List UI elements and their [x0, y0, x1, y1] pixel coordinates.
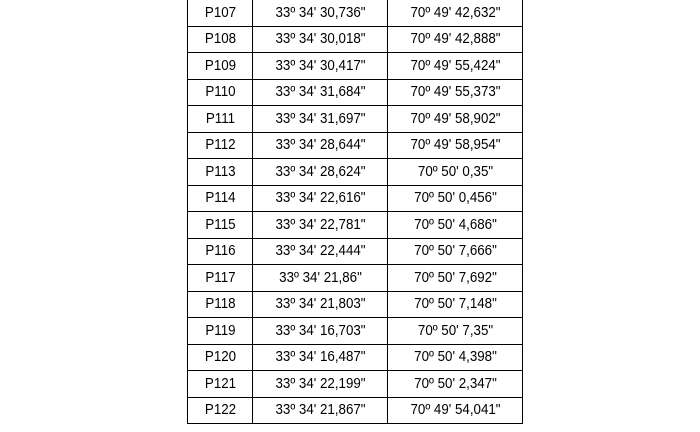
longitude-cell: 70º 50' 2,347" — [393, 371, 517, 398]
table-row — [188, 106, 523, 133]
table-row — [188, 212, 523, 239]
longitude-cell: 70º 50' 7,35" — [393, 318, 517, 345]
table-row — [188, 371, 523, 398]
point-id-cell: P108 — [190, 26, 250, 53]
point-id-cell: P109 — [190, 53, 250, 80]
point-id-cell: P121 — [190, 371, 250, 398]
point-id-cell: P118 — [190, 291, 250, 318]
latitude-cell: 33º 34' 28,624" — [258, 159, 382, 186]
latitude-cell: 33º 34' 21,803" — [258, 291, 382, 318]
table-row — [188, 291, 523, 318]
table-row — [188, 0, 523, 26]
point-id-cell: P112 — [190, 132, 250, 159]
longitude-cell: 70º 50' 0,35" — [393, 159, 517, 186]
table-row — [188, 26, 523, 53]
table-row — [188, 53, 523, 80]
point-id-cell: P110 — [190, 79, 250, 106]
point-id-cell: P113 — [190, 159, 250, 186]
point-id-cell: P116 — [190, 238, 250, 265]
longitude-cell: 70º 49' 58,954" — [393, 132, 517, 159]
longitude-cell: 70º 49' 54,041" — [393, 397, 517, 424]
point-id-cell: P111 — [190, 106, 250, 133]
table-row — [188, 79, 523, 106]
table-row — [188, 265, 523, 292]
latitude-cell: 33º 34' 21,867" — [258, 397, 382, 424]
latitude-cell: 33º 34' 30,417" — [258, 53, 382, 80]
point-id-cell: P117 — [190, 265, 250, 292]
latitude-cell: 33º 34' 30,018" — [258, 26, 382, 53]
longitude-cell: 70º 50' 7,148" — [393, 291, 517, 318]
point-id-cell: P114 — [190, 185, 250, 212]
latitude-cell: 33º 34' 28,644" — [258, 132, 382, 159]
longitude-cell: 70º 50' 7,692" — [393, 265, 517, 292]
table-row — [188, 318, 523, 345]
table-row — [188, 344, 523, 371]
point-id-cell: P122 — [190, 397, 250, 424]
point-id-cell: P119 — [190, 318, 250, 345]
latitude-cell: 33º 34' 22,616" — [258, 185, 382, 212]
table-row — [188, 159, 523, 186]
longitude-cell: 70º 49' 55,424" — [393, 53, 517, 80]
latitude-cell: 33º 34' 31,697" — [258, 106, 382, 133]
latitude-cell: 33º 34' 16,487" — [258, 344, 382, 371]
coordinates-table — [187, 0, 523, 424]
latitude-cell: 33º 34' 30,736" — [258, 0, 382, 26]
point-id-cell: P107 — [190, 0, 250, 26]
latitude-cell: 33º 34' 22,199" — [258, 371, 382, 398]
coordinates-table-body — [188, 0, 523, 424]
longitude-cell: 70º 49' 42,888" — [393, 26, 517, 53]
latitude-cell: 33º 34' 31,684" — [258, 79, 382, 106]
longitude-cell: 70º 50' 7,666" — [393, 238, 517, 265]
table-row — [188, 238, 523, 265]
longitude-cell: 70º 49' 42,632" — [393, 0, 517, 26]
point-id-cell: P115 — [190, 212, 250, 239]
longitude-cell: 70º 49' 58,902" — [393, 106, 517, 133]
latitude-cell: 33º 34' 16,703" — [258, 318, 382, 345]
latitude-cell: 33º 34' 22,781" — [258, 212, 382, 239]
longitude-cell: 70º 50' 4,398" — [393, 344, 517, 371]
point-id-cell: P120 — [190, 344, 250, 371]
table-row — [188, 132, 523, 159]
latitude-cell: 33º 34' 21,86" — [258, 265, 382, 292]
latitude-cell: 33º 34' 22,444" — [258, 238, 382, 265]
table-row — [188, 397, 523, 424]
longitude-cell: 70º 50' 0,456" — [393, 185, 517, 212]
table-row — [188, 185, 523, 212]
longitude-cell: 70º 50' 4,686" — [393, 212, 517, 239]
longitude-cell: 70º 49' 55,373" — [393, 79, 517, 106]
